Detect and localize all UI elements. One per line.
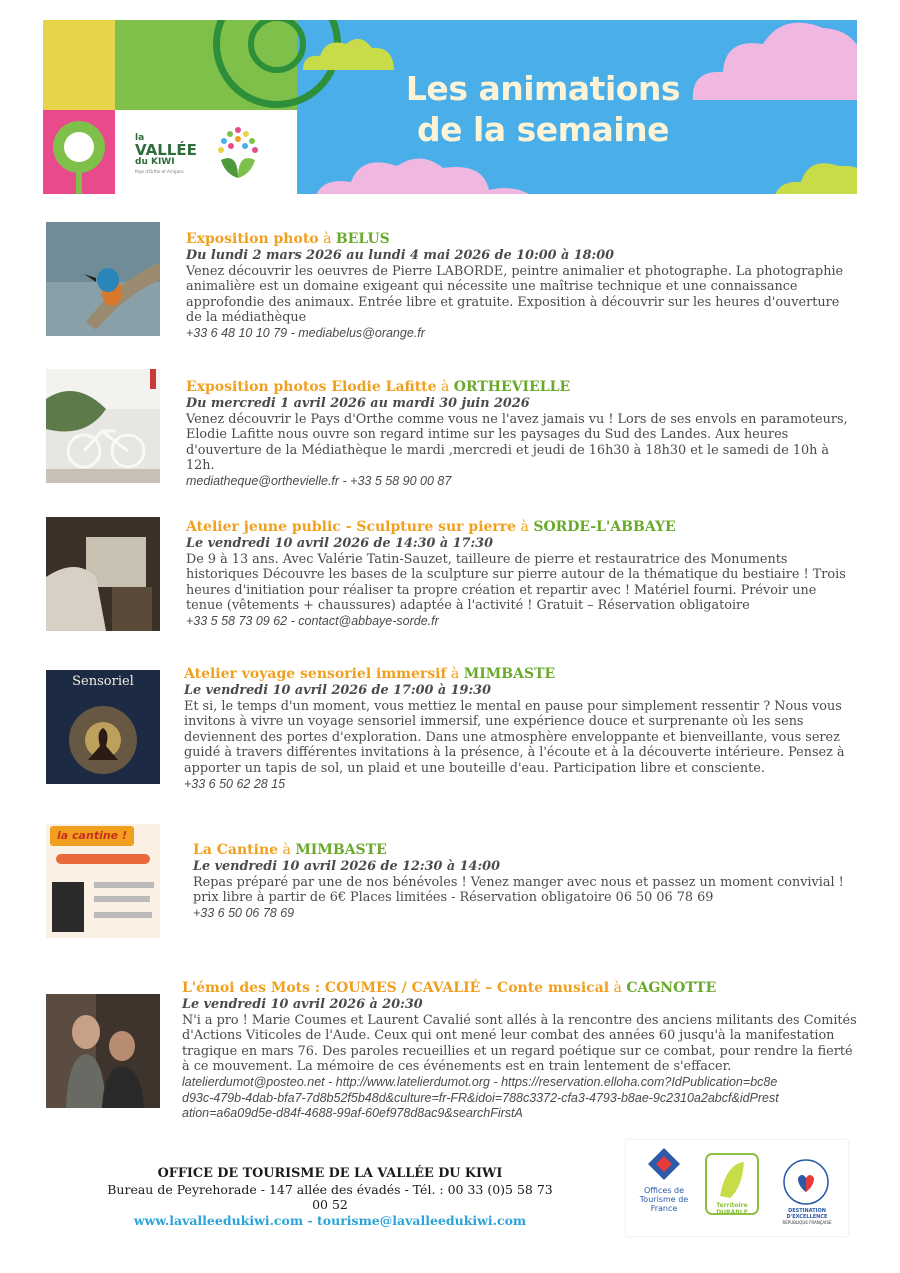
offices-de-tourisme-logo-icon (648, 1148, 680, 1180)
banner-title-line-1: Les animations (405, 69, 681, 108)
logo-line-1: la (135, 133, 145, 143)
pink-bottom-cloud-icon (313, 146, 543, 194)
event-name: Atelier voyage sensoriel immersif (184, 666, 447, 682)
event-separator: à (609, 980, 627, 996)
event-description: Et si, le temps d'un moment, vous mettiez le mental en pause pour simplement ressentir ? Nous vous invitons à vivre un voyage sensoriel immersif, une expérience douce et surprenante où les sens deviennent des portes d'exploration. Dans une atmosphère enveloppante et bienveillante, vous serez guidé à travers différentes invitations à la présence, à l'écoute et à la découverte intérieure. Pensez à apporter un tapis de sol, un plaid et une bouteille d'eau. Participation libre et consciente. (184, 698, 845, 776)
offices-label: Offices de Tourisme de France (639, 1186, 689, 1213)
event-separator: à (446, 666, 464, 682)
event-contact[interactable]: latelierdumot@posteo.net - http://www.latelierdumot.org - https://reservation.elloha.com?IdPublication=bc8ed93c-479b-4dab-bfa7-7d8b52f5b48d&culture=fr-FR&idoi=788c3372-cfa3-4793-b8ae-9c2310a2abcf&idPrestation=a6a09d5e-d84f-4688-99af-60ef978d8ac9&searchFirstA (182, 1074, 779, 1121)
stone-sculpture-photo (46, 517, 160, 631)
sensoriel-poster (46, 670, 160, 784)
office-web-links[interactable]: www.lavalleedukiwi.com - tourisme@lavalleedukiwi.com (133, 1212, 527, 1228)
poster-title: Sensoriel (72, 674, 134, 689)
event-place: ORTHEVIELLE (453, 379, 571, 395)
event-date: Le vendredi 10 avril 2026 de 14:30 à 17:30 (186, 536, 493, 551)
event-date: Le vendredi 10 avril 2026 à 20:30 (182, 997, 423, 1012)
event-body (186, 379, 856, 490)
logo-line-2: VALLÉE (135, 141, 197, 159)
territoire-label: Territoire DURABLE (716, 1202, 748, 1216)
banner-yellow-tile (43, 20, 115, 110)
event-place: BELUS (335, 231, 390, 247)
event-title (182, 980, 862, 997)
destination-label: DESTINATION D'EXCELLENCE (786, 1208, 828, 1220)
event-date: Du mercredi 1 avril 2026 au mardi 30 juin 2026 (186, 396, 530, 411)
event-body (186, 231, 856, 342)
republique-label: RÉPUBLIQUE FRANÇAISE (782, 1220, 832, 1225)
event-description: N'i a pro ! Marie Coumes et Laurent Cavalié sont allés à la rencontre des anciens militants des Comités d'Actions Viticoles de l'Aude. Ceux qui ont mené leur combat des années 60 jusqu'à la manifestation tragique en mars 76. Des paroles recueillies et un regard poétique sur ce combat, pour rendre la fierté à ce mouvement. La mémoire de ces événements est en train lentement de s'effacer. (182, 1012, 857, 1075)
event-separator: à (436, 379, 454, 395)
event-title (184, 666, 860, 683)
office-address: Bureau de Peyrehorade - 147 allée des évadés - Tél. : 00 33 (0)5 58 73 00 52 (107, 1181, 553, 1212)
event-name: Atelier jeune public - Sculpture sur pierre (186, 519, 517, 535)
poster-title: la cantine ! (50, 826, 134, 846)
event-description: De 9 à 13 ans. Avec Valérie Tatin-Sauzet, tailleure de pierre et restauratrice des Monuments historiques Découvre les bases de la sculpture sur pierre autour de la thématique du bestiaire ! Trois heures d'initiation pour réaliser ta propre création et repartir avec ! Matériel fourni. Prévoir une tenue (vêtements + chaussures) adaptée à l'activité ! Gratuit – Réservation obligatoire (186, 551, 846, 614)
kingfisher-photo (46, 222, 160, 336)
event-body (193, 842, 861, 921)
event-contact[interactable]: +33 6 50 06 78 69 (193, 905, 295, 920)
event-place: CAGNOTTE (626, 980, 717, 996)
musicians-photo (46, 994, 160, 1108)
event-date: Le vendredi 10 avril 2026 de 17:00 à 19:30 (184, 683, 491, 698)
event-title (186, 519, 856, 536)
office-name: OFFICE DE TOURISME DE LA VALLÉE DU KIWI (157, 1166, 503, 1181)
event-title (186, 379, 856, 396)
event-description: Repas préparé par une de nos bénévoles ! Venez manger avec nous et passez un moment convivial ! prix libre à partir de 6€ Places limitées - Réservation obligatoire 06 50 06 78 69 (193, 874, 844, 906)
footer (100, 1166, 560, 1228)
event-body (186, 519, 856, 630)
event-name: Exposition photos Elodie Lafitte (186, 379, 437, 395)
event-name: L'émoi des Mots : COUMES / CAVALIÉ – Conte musical (182, 980, 610, 996)
event-description: Venez découvrir le Pays d'Orthe comme vous ne l'avez jamais vu ! Lors de ses envols en paramoteurs, Elodie Lafitte nous ouvre son regard intime sur les paysages du Sud des Landes. Aux heures d'ouverture de la Médiathèque le mardi ,mercredi et jeudi de 16h30 à 18h30 et le samedi de 10h à 12h. (186, 411, 848, 474)
logo-line-4: Pays d'Orthe et Arrigans (135, 169, 184, 174)
event-date: Du lundi 2 mars 2026 au lundi 4 mai 2026 de 10:00 à 18:00 (186, 248, 615, 263)
vallee-du-kiwi-logo (135, 134, 205, 174)
event-title (186, 231, 856, 248)
event-body (182, 980, 862, 1122)
kiwi-ring-icon (53, 121, 105, 173)
event-separator: à (516, 519, 534, 535)
quality-labels (626, 1140, 848, 1236)
banner-title (363, 68, 723, 151)
destination-excellence-logo-icon (784, 1160, 828, 1204)
banner-green-tile (115, 20, 297, 110)
event-name: La Cantine (193, 842, 279, 858)
cantine-poster (46, 824, 160, 938)
tree-logo-icon (213, 122, 263, 182)
event-place: SORDE-L'ABBAYE (533, 519, 676, 535)
bicycle-flowers-photo (46, 369, 160, 483)
event-place: MIMBASTE (463, 666, 556, 682)
logo-line-3: du KIWI (135, 157, 175, 167)
event-contact[interactable]: mediatheque@orthevielle.fr - +33 5 58 90 00 87 (186, 473, 452, 488)
event-date: Le vendredi 10 avril 2026 de 12:30 à 14:00 (193, 859, 500, 874)
event-body (184, 666, 860, 792)
event-contact[interactable]: +33 5 58 73 09 62 - contact@abbaye-sorde.fr (186, 613, 439, 628)
ring-stem (76, 170, 82, 194)
green-bottom-cloud-icon (773, 144, 857, 194)
header-banner (43, 20, 857, 194)
event-title (193, 842, 861, 859)
event-name: Exposition photo (186, 231, 319, 247)
event-place: MIMBASTE (295, 842, 387, 858)
event-separator: à (278, 842, 296, 858)
banner-title-line-2: de la semaine (417, 110, 669, 150)
event-contact[interactable]: +33 6 48 10 10 79 - mediabelus@orange.fr (186, 325, 425, 340)
event-description: Venez découvrir les oeuvres de Pierre LABORDE, peintre animalier et photographe. La photographie animalière est un domaine exigeant qui nécessite une maîtrise technique et une connaissance approfondie des animaux. Entrée libre et gratuite. Exposition à découvrir sur les heures d'ouverture de la médiathèque (186, 263, 844, 326)
event-separator: à (318, 231, 336, 247)
green-cloud-icon (298, 32, 398, 72)
event-contact[interactable]: +33 6 50 62 28 15 (184, 776, 286, 791)
